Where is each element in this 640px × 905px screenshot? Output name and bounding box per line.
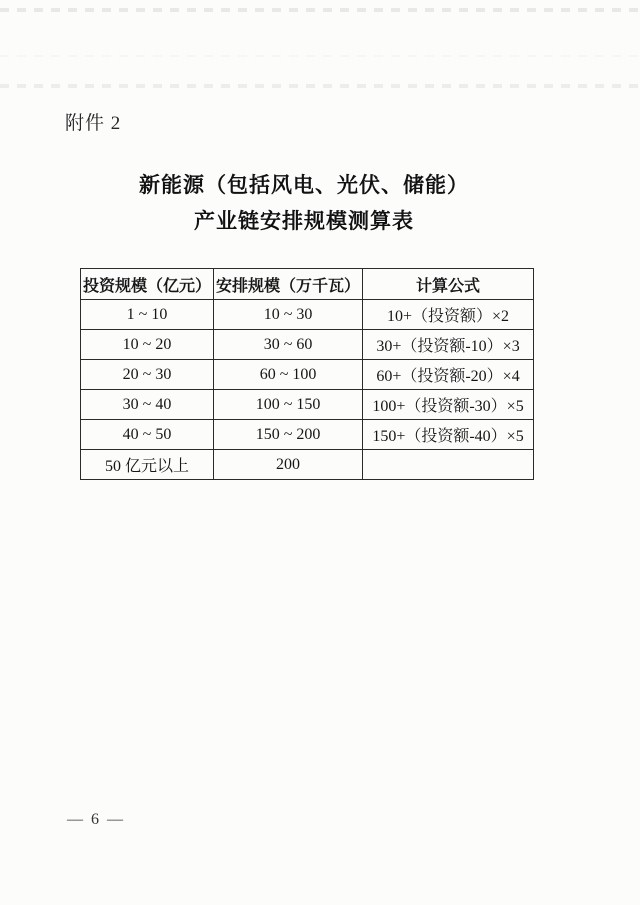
investment-range-cell: 10 ~ 20 bbox=[81, 330, 214, 360]
arranged-scale-cell: 30 ~ 60 bbox=[214, 330, 363, 360]
investment-range-cell: 40 ~ 50 bbox=[81, 420, 214, 450]
table-row bbox=[81, 300, 534, 330]
table-row bbox=[81, 390, 534, 420]
col-header-investment-scale: 投资规模（亿元） bbox=[81, 269, 214, 300]
table-row bbox=[81, 360, 534, 390]
table-row bbox=[81, 330, 534, 360]
investment-range-cell: 1 ~ 10 bbox=[81, 300, 214, 330]
page-number: — 6 — bbox=[67, 811, 125, 828]
arranged-scale-cell: 200 bbox=[214, 450, 363, 480]
investment-range-cell: 30 ~ 40 bbox=[81, 390, 214, 420]
formula-cell: 60+（投资额-20）×4 bbox=[363, 360, 534, 390]
table-row bbox=[81, 420, 534, 450]
arranged-scale-cell: 60 ~ 100 bbox=[214, 360, 363, 390]
title-line-2: 产业链安排规模测算表 bbox=[194, 209, 414, 233]
document-title bbox=[0, 167, 608, 239]
arranged-scale-cell: 150 ~ 200 bbox=[214, 420, 363, 450]
scan-artifact bbox=[0, 55, 640, 57]
table-header-row bbox=[81, 269, 534, 300]
calculation-table bbox=[80, 268, 534, 480]
formula-cell: 100+（投资额-30）×5 bbox=[363, 390, 534, 420]
col-header-formula: 计算公式 bbox=[363, 269, 534, 300]
table-row bbox=[81, 450, 534, 480]
formula-cell: 30+（投资额-10）×3 bbox=[363, 330, 534, 360]
attachment-label: 附件 2 bbox=[65, 113, 122, 134]
scan-artifact bbox=[0, 8, 640, 12]
col-header-arranged-scale: 安排规模（万千瓦） bbox=[214, 269, 363, 300]
arranged-scale-cell: 10 ~ 30 bbox=[214, 300, 363, 330]
formula-cell: 10+（投资额）×2 bbox=[363, 300, 534, 330]
scan-artifact bbox=[0, 84, 640, 88]
investment-range-cell: 20 ~ 30 bbox=[81, 360, 214, 390]
arranged-scale-cell: 100 ~ 150 bbox=[214, 390, 363, 420]
title-line-1: 新能源（包括风电、光伏、储能） bbox=[139, 173, 469, 197]
investment-range-cell: 50 亿元以上 bbox=[81, 450, 214, 480]
formula-cell bbox=[363, 450, 534, 480]
formula-cell: 150+（投资额-40）×5 bbox=[363, 420, 534, 450]
